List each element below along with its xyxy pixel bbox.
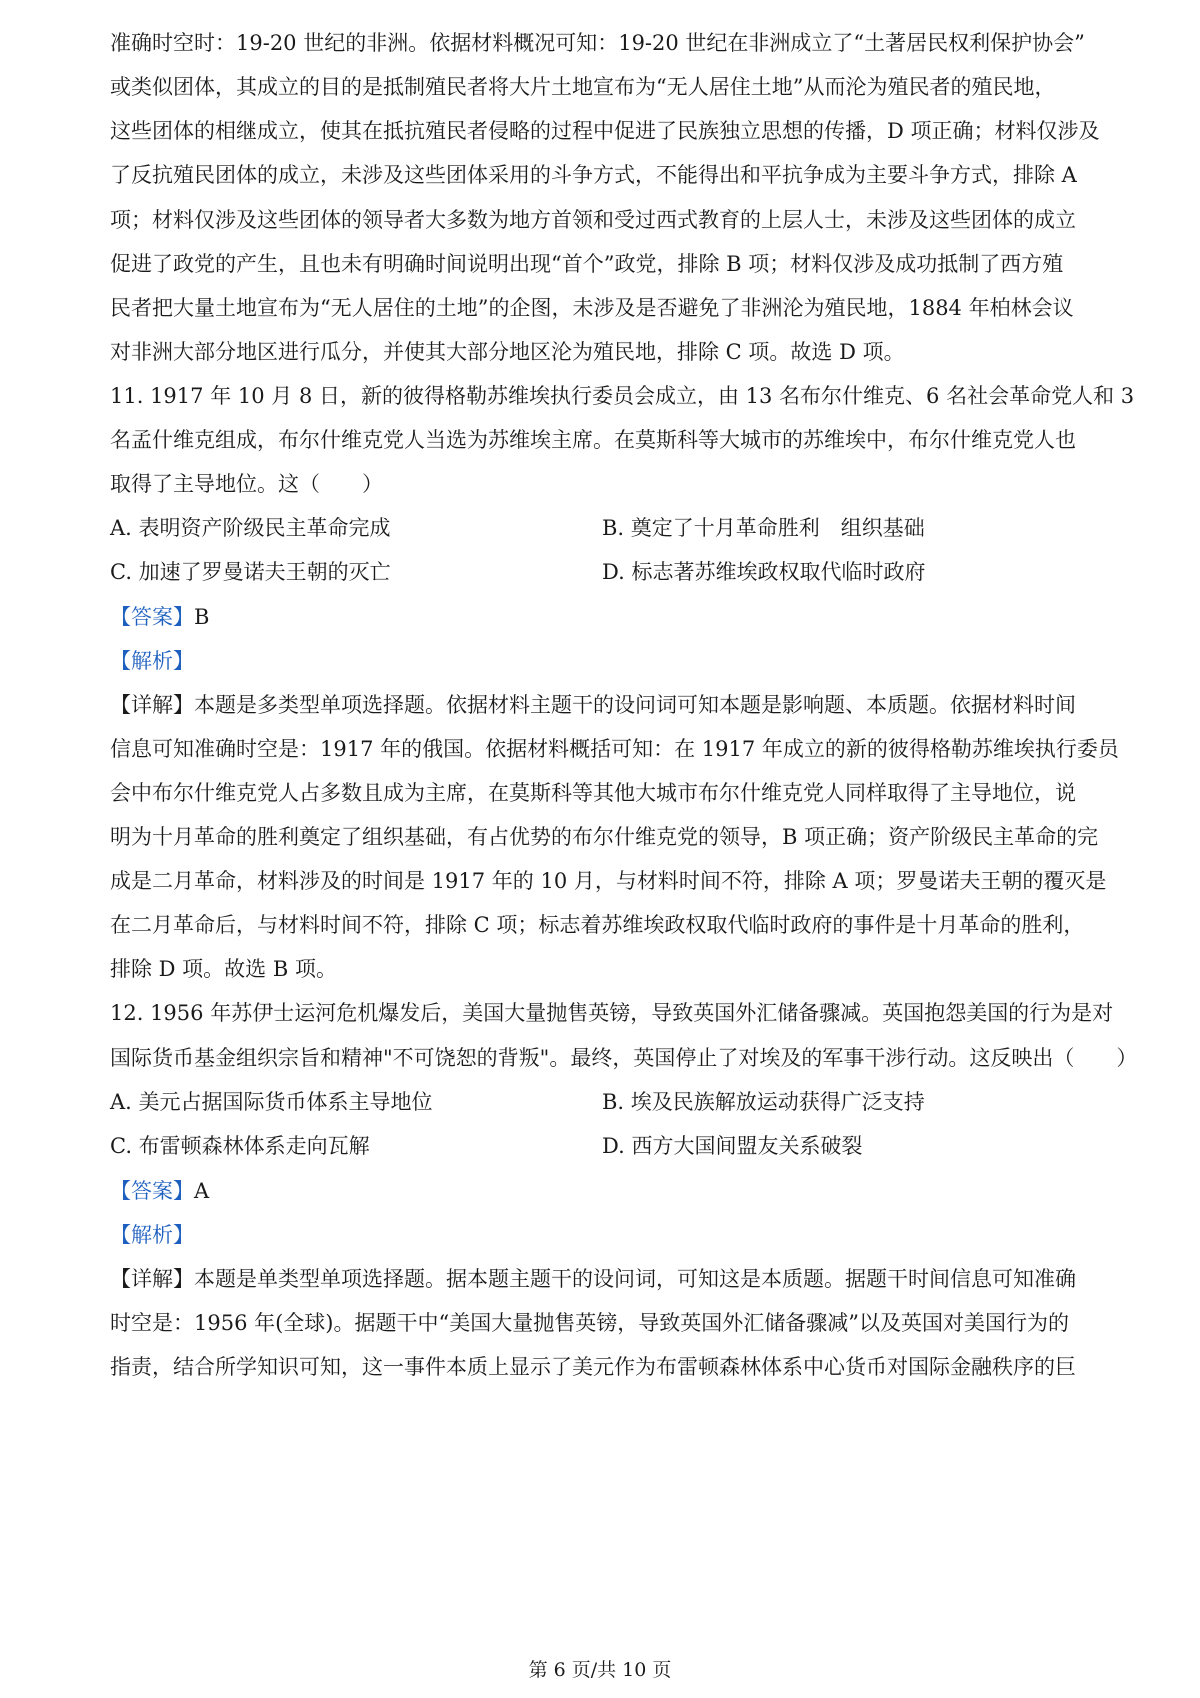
q11-stem-line-2: 名孟什维克组成，布尔什维克党人当选为苏维埃主席。在莫斯科等大城市的苏维埃中，布尔什维克党人也	[110, 428, 1076, 452]
intro-line-3: 这些团体的相继成立，使其在抵抗殖民者侵略的过程中促进了民族独立思想的传播，D 项正确；材料仅涉及	[110, 119, 1100, 143]
q11-option-d: D. 标志著苏维埃政权取代临时政府	[602, 560, 926, 584]
q12-stem-line-2: 国际货币基金组织宗旨和精神"不可饶恕的背叛"。最终，英国停止了对埃及的军事干涉行动。这反映出（ ）	[110, 1046, 1138, 1070]
intro-line-2: 或类似团体，其成立的目的是抵制殖民者将大片土地宣布为“无人居住土地”从而沦为殖民者的殖民地，	[110, 75, 1056, 99]
q11-detail-line-6: 在二月革命后，与材料时间不符，排除 C 项；标志着苏维埃政权取代临时政府的事件是十月革命的胜利，	[110, 913, 1085, 937]
q11-detail-line-4: 明为十月革命的胜利奠定了组织基础，有占优势的布尔什维克党的领导，B 项正确；资产阶级民主革命的完	[110, 825, 1099, 849]
intro-line-6: 促进了政党的产生，且也未有明确时间说明出现“首个”政党，排除 B 项；材料仅涉及成功抵制了西方殖	[110, 252, 1064, 276]
intro-line-8: 对非洲大部分地区进行瓜分，并使其大部分地区沦为殖民地，排除 C 项。故选 D 项。	[110, 340, 905, 364]
q12-answer	[110, 1176, 209, 1206]
q11-detail-line-2: 信息可知准确时空是：1917 年的俄国。依据材料概括可知：在 1917 年成立的新的彼得格勒苏维埃执行委员	[110, 737, 1119, 761]
q11-detail-line-3: 会中布尔什维克党人占多数且成为主席，在莫斯科等其他大城市布尔什维克党人同样取得了主导地位，说	[110, 781, 1076, 805]
q11-stem-line-3: 取得了主导地位。这（ ）	[110, 472, 383, 496]
q11-detail-line-7: 排除 D 项。故选 B 项。	[110, 957, 337, 981]
q11-option-b: B. 奠定了十月革命胜利 组织基础	[602, 516, 925, 540]
intro-line-1: 准确时空时：19-20 世纪的非洲。依据材料概况可知：19-20 世纪在非洲成立了“土著居民权利保护协会”	[110, 31, 1085, 55]
intro-line-5: 项；材料仅涉及这些团体的领导者大多数为地方首领和受过西式教育的上层人士，未涉及这些团体的成立	[110, 208, 1076, 232]
intro-line-7: 民者把大量土地宣布为“无人居住的土地”的企图，未涉及是否避免了非洲沦为殖民地，1884 年柏林会议	[110, 296, 1074, 320]
q12-option-b: B. 埃及民族解放运动获得广泛支持	[602, 1090, 925, 1114]
q11-detail-line-1: 【详解】本题是多类型单项选择题。依据材料主题干的设问词可知本题是影响题、本质题。依据材料时间	[110, 693, 1076, 717]
page-number-footer: 第 6 页/共 10 页	[528, 1659, 672, 1681]
q12-option-c: C. 布雷顿森林体系走向瓦解	[110, 1134, 370, 1158]
q12-option-a: A. 美元占据国际货币体系主导地位	[110, 1090, 433, 1114]
q12-analysis-tag: 【解析】	[110, 1223, 194, 1247]
q12-stem-line-1: 12. 1956 年苏伊士运河危机爆发后，美国大量抛售英镑，导致英国外汇储备骤减。英国抱怨美国的行为是对	[110, 1001, 1114, 1025]
q12-detail-line-3: 指责，结合所学知识可知，这一事件本质上显示了美元作为布雷顿森林体系中心货币对国际金融秩序的巨	[110, 1355, 1076, 1379]
q12-option-d: D. 西方大国间盟友关系破裂	[602, 1134, 863, 1158]
q11-answer-tag: 【答案】	[110, 605, 194, 629]
q11-answer-value: B	[194, 605, 210, 629]
q12-answer-tag: 【答案】	[110, 1179, 194, 1203]
q11-stem-line-1: 11. 1917 年 10 月 8 日，新的彼得格勒苏维埃执行委员会成立，由 13 名布尔什维克、6 名社会革命党人和 3	[110, 384, 1135, 408]
q12-detail-line-1: 【详解】本题是单类型单项选择题。据本题主题干的设问词，可知这是本质题。据题干时间信息可知准确	[110, 1267, 1076, 1291]
q12-detail-line-2: 时空是：1956 年(全球)。据题干中“美国大量抛售英镑，导致英国外汇储备骤减”以及英国对美国行为的	[110, 1311, 1069, 1335]
q11-option-c: C. 加速了罗曼诺夫王朝的灭亡	[110, 560, 391, 584]
q12-answer-value: A	[194, 1179, 210, 1203]
q11-option-a: A. 表明资产阶级民主革命完成	[110, 516, 391, 540]
q11-analysis-tag: 【解析】	[110, 649, 194, 673]
intro-line-4: 了反抗殖民团体的成立，未涉及这些团体采用的斗争方式，不能得出和平抗争成为主要斗争方式，排除 A	[110, 163, 1077, 187]
q11-answer	[110, 602, 209, 632]
q11-detail-line-5: 成是二月革命，材料涉及的时间是 1917 年的 10 月，与材料时间不符，排除 A 项；罗曼诺夫王朝的覆灭是	[110, 869, 1107, 893]
